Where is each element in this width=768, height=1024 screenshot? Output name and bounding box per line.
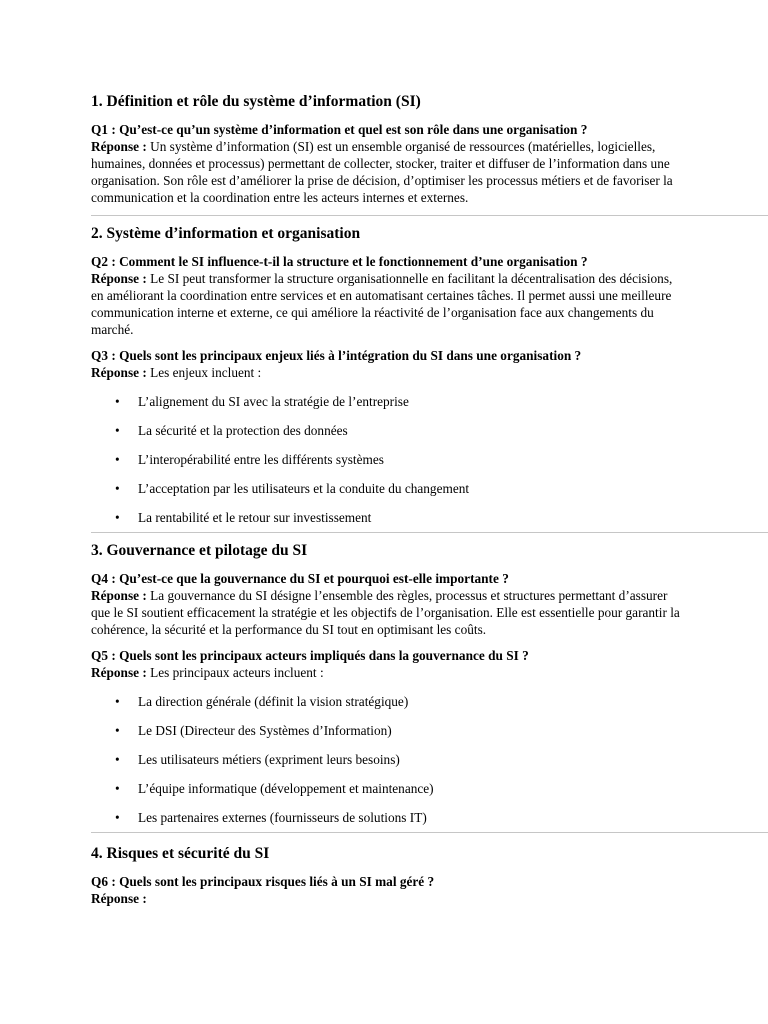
list-item: • L’acceptation par les utilisateurs et la conduite du changement <box>138 480 768 497</box>
answer-label-q2: Réponse : <box>91 271 147 286</box>
qa-q3 <box>91 347 681 381</box>
answer-label-q1: Réponse : <box>91 139 147 154</box>
section-title-1: 1. Définition et rôle du système d’information (SI) <box>91 93 421 110</box>
answer-q5: Les principaux acteurs incluent : <box>150 665 324 680</box>
section-title-4: 4. Risques et sécurité du SI <box>91 845 270 862</box>
list-item: • La sécurité et la protection des données <box>138 422 768 439</box>
question-q4: Q4 : Qu’est-ce que la gouvernance du SI et pourquoi est-elle importante ? <box>91 571 509 586</box>
list-item: • L’interopérabilité entre les différents systèmes <box>138 451 768 468</box>
question-q3: Q3 : Quels sont les principaux enjeux liés à l’intégration du SI dans une organisation ? <box>91 348 582 363</box>
answer-label-q6: Réponse : <box>91 891 147 906</box>
section-divider <box>91 215 768 216</box>
qa-q2 <box>91 253 681 338</box>
answer-q4: La gouvernance du SI désigne l’ensemble des règles, processus et structures permettant d’assurer que le SI soutient efficacement la stratégie et les objectifs de l’organisation. Elle est essentielle pour garantir la cohérence, la sécurité et la performance du SI tout en optimisant les coûts. <box>91 588 680 637</box>
bullet-list-q5 <box>91 693 768 826</box>
question-q5: Q5 : Quels sont les principaux acteurs impliqués dans la gouvernance du SI ? <box>91 648 529 663</box>
qa-q6 <box>91 873 681 907</box>
answer-label-q4: Réponse : <box>91 588 147 603</box>
section-title-3: 3. Gouvernance et pilotage du SI <box>91 542 308 559</box>
answer-q1: Un système d’information (SI) est un ensemble organisé de ressources (matérielles, logicielles, humaines, données et processus) permettant de collecter, stocker, traiter et diffuser de l’information dans une organisation. Son rôle est d’améliorer la prise de décision, d’optimiser les processus métiers et de favoriser la communication et la coordination entre les acteurs internes et externes. <box>91 139 673 205</box>
answer-q2: Le SI peut transformer la structure organisationnelle en facilitant la décentralisation des décisions, en améliorant la coordination entre services et en automatisant certaines tâches. Il permet aussi une meilleure communication interne et externe, ce qui améliore la réactivité de l’organisation face aux changements du marché. <box>91 271 673 337</box>
list-item: • L’équipe informatique (développement et maintenance) <box>138 780 768 797</box>
section-title-2: 2. Système d’information et organisation <box>91 225 361 242</box>
qa-q4 <box>91 570 681 638</box>
question-q1: Q1 : Qu’est-ce qu’un système d’information et quel est son rôle dans une organisation ? <box>91 122 588 137</box>
answer-label-q3: Réponse : <box>91 365 147 380</box>
list-item: • La direction générale (définit la vision stratégique) <box>138 693 768 710</box>
qa-q1 <box>91 121 681 206</box>
section-divider <box>91 532 768 533</box>
list-item: • L’alignement du SI avec la stratégie de l’entreprise <box>138 393 768 410</box>
answer-label-q5: Réponse : <box>91 665 147 680</box>
answer-q3: Les enjeux incluent : <box>150 365 262 380</box>
question-q2: Q2 : Comment le SI influence-t-il la structure et le fonctionnement d’une organisation ? <box>91 254 588 269</box>
list-item: • Le DSI (Directeur des Systèmes d’Information) <box>138 722 768 739</box>
list-item: • Les utilisateurs métiers (expriment leurs besoins) <box>138 751 768 768</box>
bullet-list-q3 <box>91 393 768 526</box>
list-item: • Les partenaires externes (fournisseurs de solutions IT) <box>138 809 768 826</box>
qa-q5 <box>91 647 681 681</box>
list-item: • La rentabilité et le retour sur investissement <box>138 509 768 526</box>
question-q6: Q6 : Quels sont les principaux risques liés à un SI mal géré ? <box>91 874 435 889</box>
section-divider <box>91 832 768 833</box>
